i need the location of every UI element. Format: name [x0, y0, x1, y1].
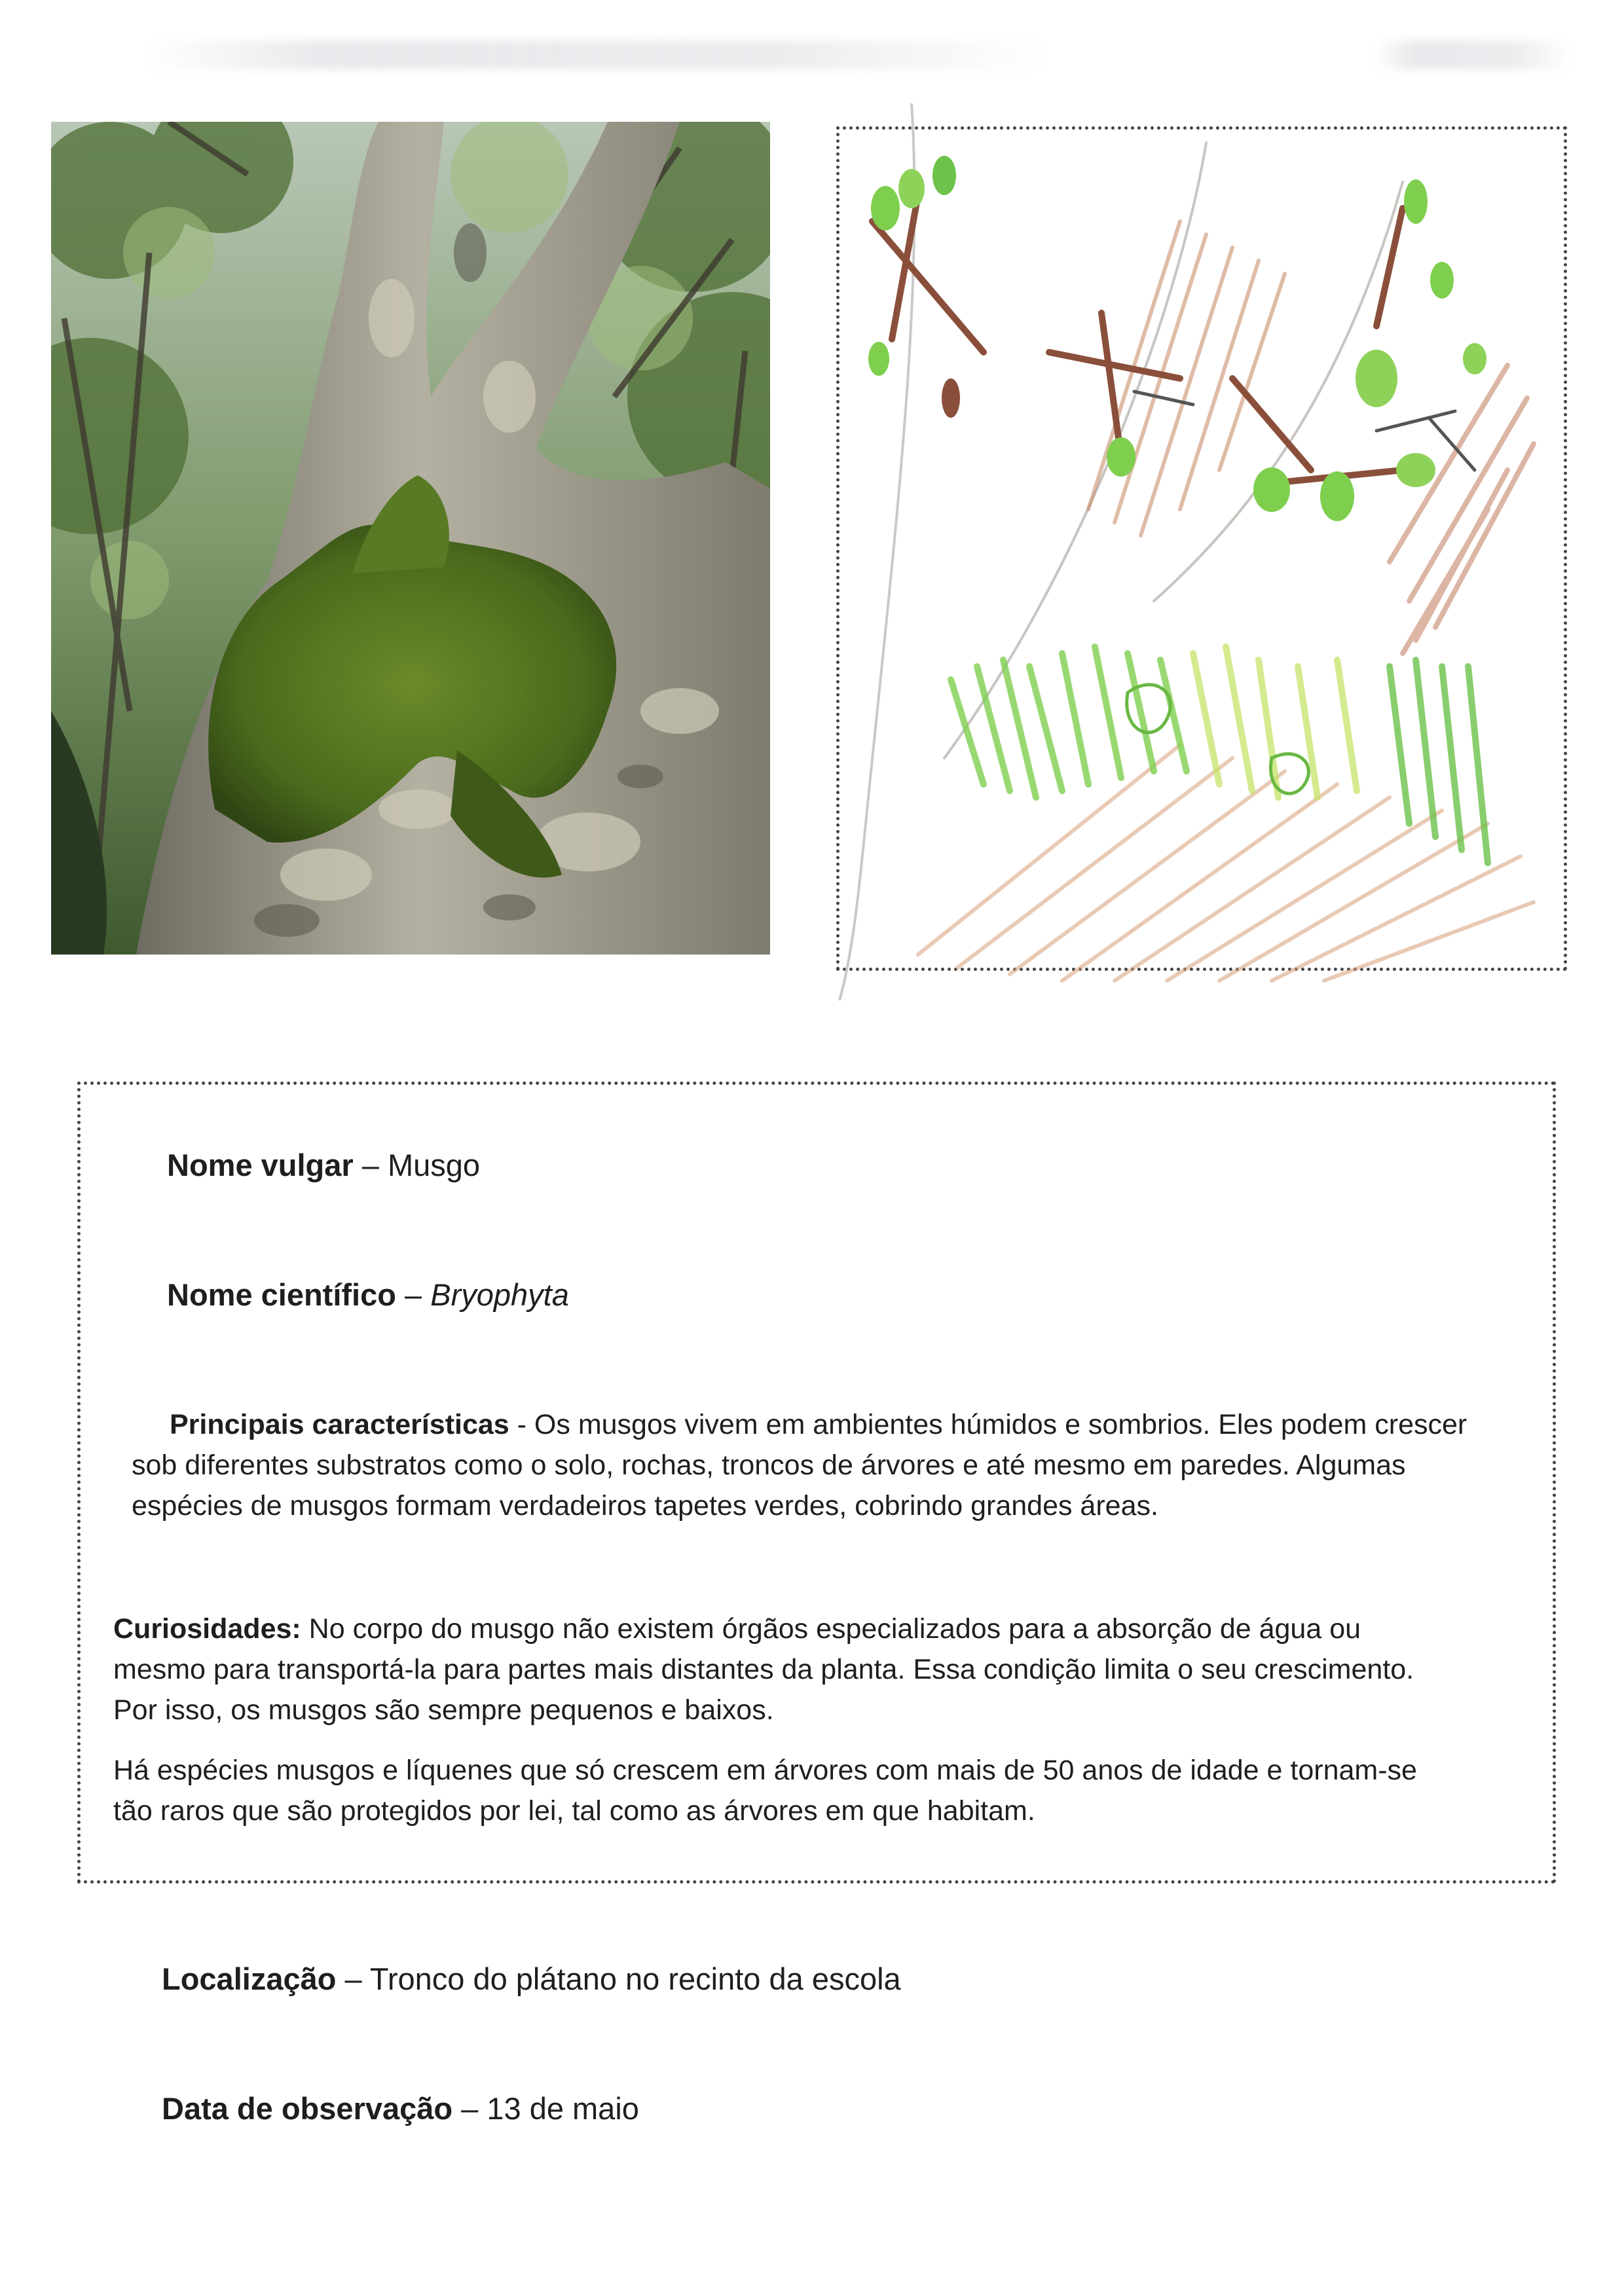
- species-info-box: [77, 1082, 1556, 1884]
- characteristics-label: Principais características: [170, 1409, 509, 1440]
- common-name-field: Nome vulgar – Musgo: [167, 1148, 481, 1182]
- scientific-name-field: Nome científico – Bryophyta: [167, 1277, 569, 1312]
- observation-date-field: Data de observação – 13 de maio: [162, 2091, 639, 2126]
- location-field: Localização – Tronco do plátano no recinto da escola: [162, 1961, 901, 1996]
- curiosities-extra-paragraph: Há espécies musgos e líquenes que só crescem em árvores com mais de 50 anos de idade e tornam-se tão raros que são protegidos por lei, tal como as árvores em que habitam.: [113, 1755, 1417, 1827]
- characteristics-paragraph: Principais características - Os musgos vivem em ambientes húmidos e sombrios. Eles podem crescer sob diferentes substratos como o solo, rochas, troncos de árvores e até mesmo em paredes. Algumas espécies de musgos formam verdadeiros tapetes verdes, cobrindo grandes áreas.: [132, 1409, 1467, 1522]
- child-drawing: [813, 103, 1596, 1000]
- tree-moss-photo: [51, 122, 770, 955]
- child-drawing-frame: [836, 126, 1567, 971]
- curiosities-paragraph: Curiosidades: No corpo do musgo não existem órgãos especializados para a absorção de água ou mesmo para transportá-la para partes mais distantes da planta. Essa condição limita o seu crescimento. Por isso, os musgos são sempre pequenos e baixos.: [113, 1613, 1414, 1726]
- scan-artifact: [1375, 41, 1572, 69]
- scan-artifact: [144, 41, 1048, 69]
- curiosities-label: Curiosidades:: [113, 1613, 301, 1645]
